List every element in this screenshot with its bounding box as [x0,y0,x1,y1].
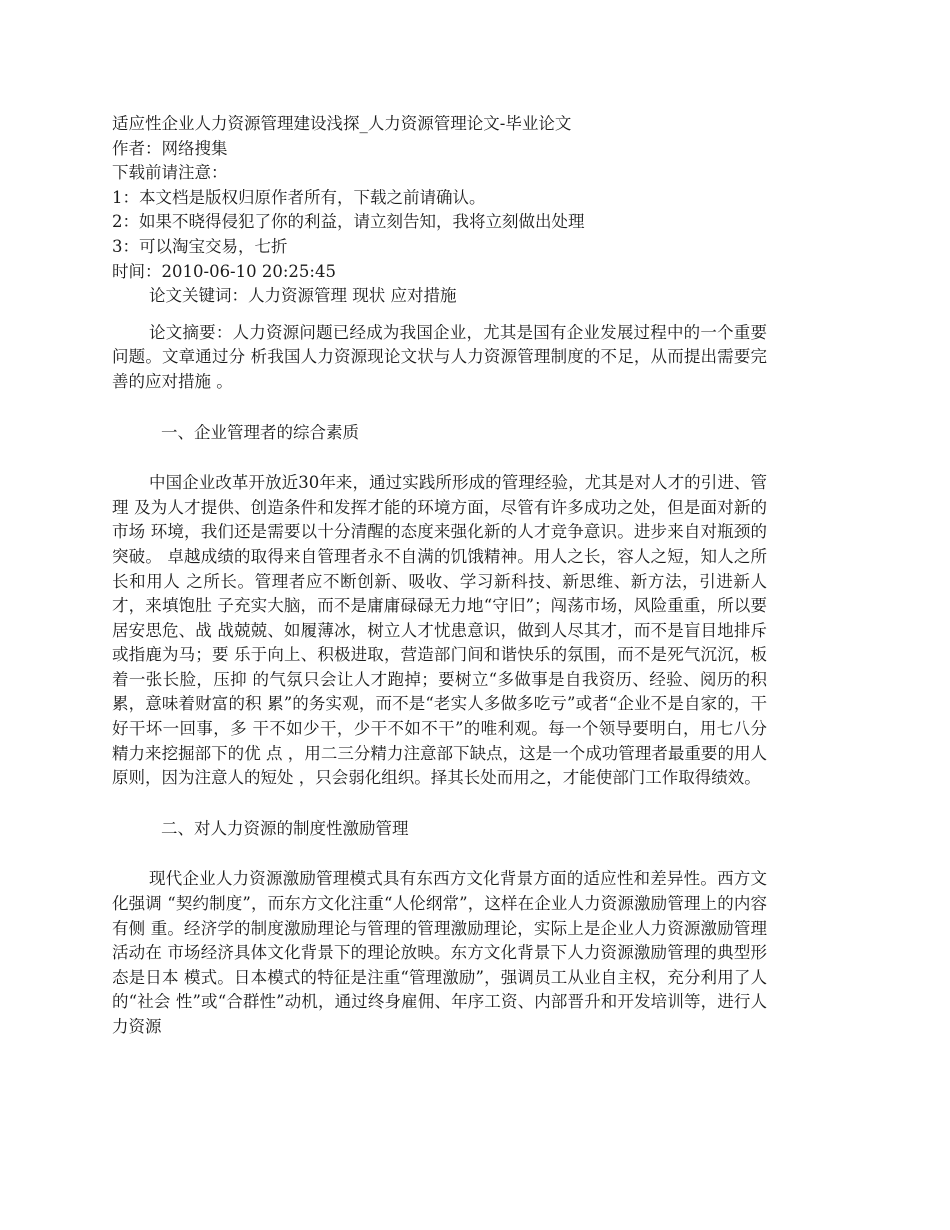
keywords-line: 论文关键词：人力资源管理 现状 应对措施 [149,286,457,306]
section-2-paragraph: 现代企业人力资源激励管理模式具有东西方文化背景方面的适应性和差异性。西方文化强调 “契约制度”，而东方文化注重“人伦纲常”，这样在企业人力资源激励管理上的内容有侧 重。经济学的制度激励理论与管理的管理激励理论，实际上是企业人力资源激励管理活动在 市场经济具体文化背景下的理论放映。东方文化背景下人力资源激励管理的典型形态是日本 模式。日本模式的特征是注重“管理激励”，强调员工从业自主权，充分利用了人的“社会 性”或“合群性”动机，通过终身雇佣、年序工资、内部晋升和开发培训等，进行人力资源 [112,869,767,1036]
document-title: 适应性企业人力资源管理建设浅探_人力资源管理论文-毕业论文 [112,114,572,133]
author-line: 作者：网络搜集 [112,138,228,158]
section-heading-1: 一、企业管理者的综合素质 [161,422,359,442]
section-heading-2: 二、对人力资源的制度性激励管理 [161,818,409,838]
notice-heading: 下载前请注意： [112,163,228,183]
notice-item-2: 2：如果不晓得侵犯了你的利益，请立刻告知，我将立刻做出处理 [112,212,585,232]
timestamp-line: 时间：2010-06-10 20:25:45 [112,261,336,281]
notice-item-1: 1：本文档是版权归原作者所有，下载之前请确认。 [112,187,486,207]
abstract-paragraph: 论文摘要：人力资源问题已经成为我国企业，尤其是国有企业发展过程中的一个重要问题。文章通过分 析我国人力资源现论文状与人力资源管理制度的不足，从而提出需要完善的应对措施 。 [112,322,767,391]
document-body [112,112,767,1040]
section-1-paragraph: 中国企业改革开放近30年来，通过实践所形成的管理经验，尤其是对人才的引进、管理 及为人才提供、创造条件和发挥才能的环境方面，尽管有许多成功之处，但是面对新的市场 环境，我们还是需要以十分清醒的态度来强化新的人才竞争意识。进步来自对瓶颈的突破。 卓越成绩的取得来自管理者永不自满的饥饿精神。用人之长，容人之短，知人之所长和用人 之所长。管理者应不断创新、吸收、学习新科技、新思维、新方法，引进新人才，来填饱肚 子充实大脑，而不是庸庸碌碌无力地“守旧”；闯荡市场，风险重重，所以要居安思危、战 战兢兢、如履薄冰，树立人才忧患意识，做到人尽其才，而不是盲目地排斥或指鹿为马；要 乐于向上、积极进取，营造部门间和谐快乐的氛围，而不是死气沉沉，板着一张长脸，压抑 的气氛只会让人才跑掉；要树立“多做事是自我资历、经验、阅历的积累，意味着财富的积 累”的务实观，而不是“老实人多做多吃亏”或者“企业不是自家的，干好干坏一回事，多 干不如少干，少干不如不干”的唯利观。每一个领导要明白，用七八分精力来挖掘部下的优 点 ，用二三分精力注意部下缺点，这是一个成功管理者最重要的用人原则，因为注意人的短处 ，只会弱化组织。择其长处而用之，才能使部门工作取得绩效。 [112,473,767,788]
notice-item-3: 3：可以淘宝交易，七折 [112,236,288,256]
